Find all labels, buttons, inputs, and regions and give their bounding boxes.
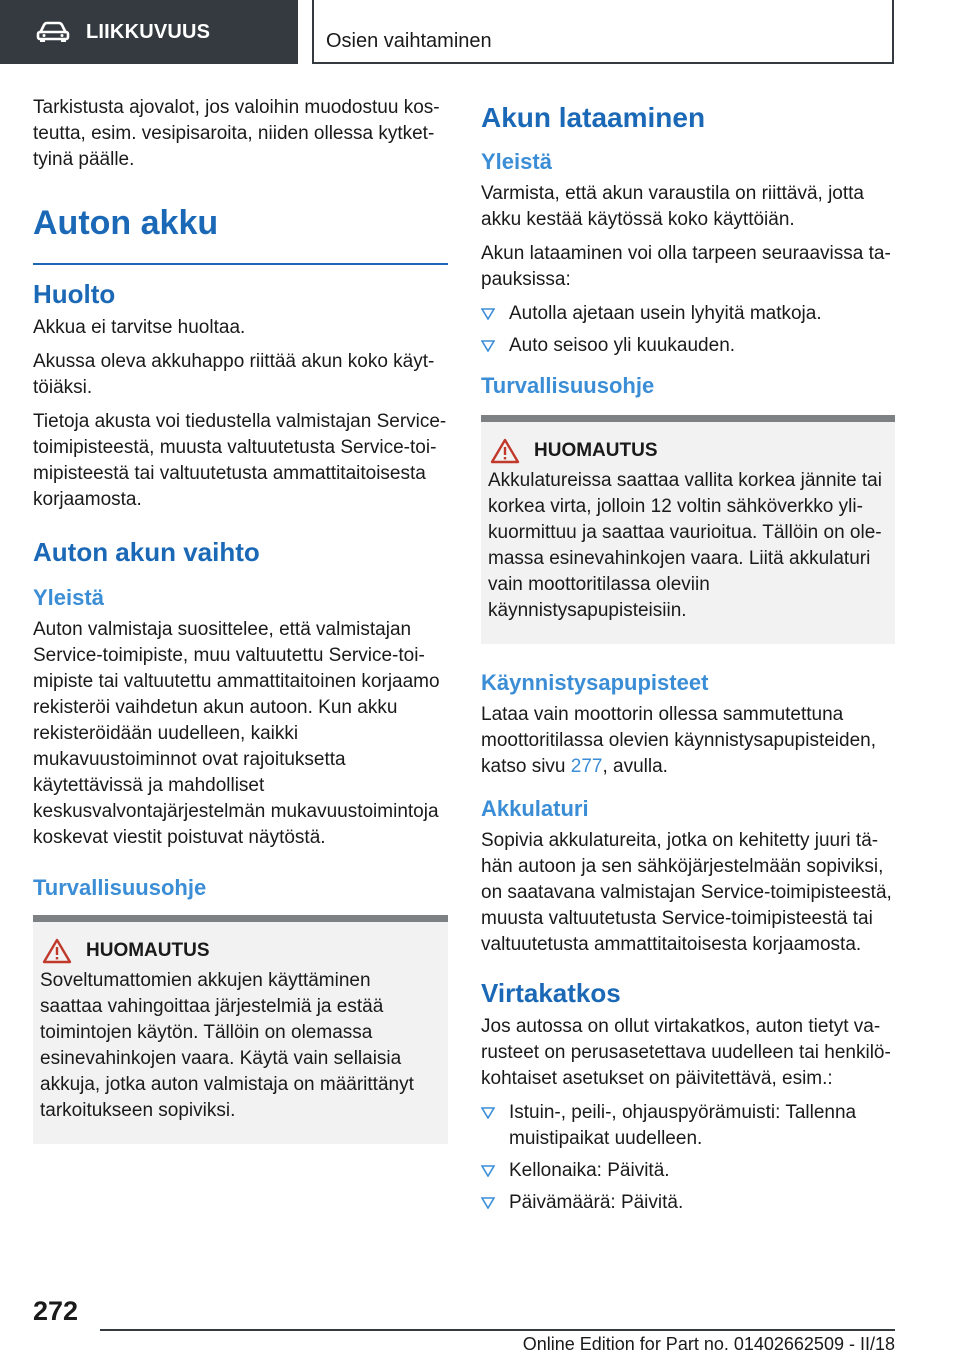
list-item-text: Auto seisoo yli kuukauden. [509,335,736,356]
notice-header [488,438,883,464]
section-tab [0,0,298,64]
left-column [33,95,448,1144]
subheading-general-right: Yleistä [481,149,552,174]
notice-header [40,938,436,964]
notice-box [33,915,448,1144]
notice-text: Akkulatureissa saattaa vallita korkea jännite tai korkea virta, jolloin 12 voltin sähköverkko ylikuormittuu ja saattaa vaurioitua. Tällöin on olemassa esinevahinkojen vaara. Liitä akkulaturi vain moottoritilassa oleviin käynnistysapupisteisiin. [488,470,882,621]
heading-safety: Turvallisuusohje [33,875,207,900]
page-number: 272 [33,1296,79,1326]
list-item [481,301,895,327]
heading-jumpstart: Käynnistysapupisteet [481,670,709,695]
huolto-p2: Akussa oleva akkuhappo riittää akun koko käyttöiäksi. [33,351,435,398]
huolto-p3: Tietoja akusta voi tiedustella valmistajan Service-toimipisteestä, muusta valtuutetusta Service-toimipisteestä tai valtuutetusta ammattitaitoisesta korjaamosta. [33,411,447,510]
charging-p2: Akun lataaminen voi olla tarpeen seuraavissa tapauksissa: [481,243,891,290]
subheading-general: Yleistä [33,585,104,610]
list-item [481,1190,895,1216]
edition-text: Online Edition for Part no. 01402662509 - II/18 [522,1334,895,1354]
list-item [481,1100,895,1152]
triangle-bullet-icon [481,1107,495,1119]
jumpstart-text: Lataa vain moottorin ollessa sammutettuna moottoritilassa olevien käynnistysapupisteiden, katso sivu [481,704,876,777]
page-title: Auton akku [33,204,219,242]
huolto-p1: Akkua ei tarvitse huoltaa. [33,317,246,338]
list-item-text: Päivämäärä: Päivitä. [509,1192,684,1213]
warning-icon [490,438,520,464]
heading-battery-replacement: Auton akun vaihto [33,537,260,567]
intro-paragraph: Tarkistusta ajovalot, jos valoihin muodostuu kosteutta, esim. vesipisaroita, niiden ollessa kytkettyinä päälle. [33,97,440,170]
heading-power-outage: Virtakatkos [481,978,621,1008]
footer-rule [100,1329,895,1331]
triangle-bullet-icon [481,1197,495,1209]
triangle-bullet-icon [481,1165,495,1177]
chapter-label: Osien vaihtaminen [326,30,492,52]
jumpstart-text-end: , avulla. [602,756,668,777]
notice-title: HUOMAUTUS [534,440,658,461]
list-item [481,333,895,359]
notice-text: Soveltumattomien akkujen käyttäminen saattaa vahingoittaa järjestelmiä ja estää toimintojen käytön. Tällöin on olemassa esinevahinkojen vaara. Käytä vain sellaisia akkuja, jotka auton valmistaja on määrittänyt tarkoitukseen sopiviksi. [40,970,414,1121]
heading-charging: Akun lataaminen [481,102,706,133]
section-label: LIIKKUVUUS [86,20,211,43]
page-link[interactable]: 277 [570,756,603,777]
right-column [481,101,895,1222]
heading-huolto: Huolto [33,279,116,309]
triangle-bullet-icon [481,340,495,352]
chapter-header [312,0,894,64]
jumpstart-paragraph [481,702,895,780]
charging-p1: Varmista, että akun varaustila on riittävä, jotta akku kestää käytössä koko käyttöiän. [481,183,864,230]
warning-icon [42,938,72,964]
outage-list [481,1100,895,1216]
heading-charger: Akkulaturi [481,796,589,821]
charger-paragraph: Sopivia akkulatureita, jotka on kehitetty juuri tähän autoon ja sen sähköjärjestelmään sopiviksi, on saatavana valmistajan Service-toimipisteestä, muusta valtuutetusta Service-toimipisteestä tai valtuutetusta ammattitaitoisesta korjaamosta. [481,830,892,955]
charging-list [481,301,895,359]
replacement-paragraph: Auton valmistaja suosittelee, että valmistajan Service-toimipiste, muu valtuutettu Service-toimipiste tai valtuutettu ammattitaitoinen korjaamo rekisteröi vaihdetun akun autoon. Kun akku rekisteröidään uudelleen, kaikki mukavuustoiminnot ovat rajoituksetta käytettävissä ja mahdolliset keskusvalvontajärjestelmän mukavuustoimintoja koskevat viestit poistuvat näytöstä. [33,619,440,848]
title-rule [33,263,448,265]
outage-paragraph: Jos autossa on ollut virtakatkos, auton tietyt varusteet on perusasetettava uudelleen tai henkilökohtaiset asetukset on päivitettävä, esim.: [481,1016,891,1089]
car-icon [36,21,70,43]
list-item-text: Autolla ajetaan usein lyhyitä matkoja. [509,303,822,324]
heading-safety-right: Turvallisuusohje [481,373,655,398]
notice-title: HUOMAUTUS [86,940,210,961]
list-item-text: Kellonaika: Päivitä. [509,1160,670,1181]
triangle-bullet-icon [481,308,495,320]
list-item-text: Istuin-, peili-, ohjauspyörämuisti: Tallenna muistipaikat uudelleen. [509,1102,857,1149]
notice-box-right [481,415,895,644]
list-item [481,1158,895,1184]
